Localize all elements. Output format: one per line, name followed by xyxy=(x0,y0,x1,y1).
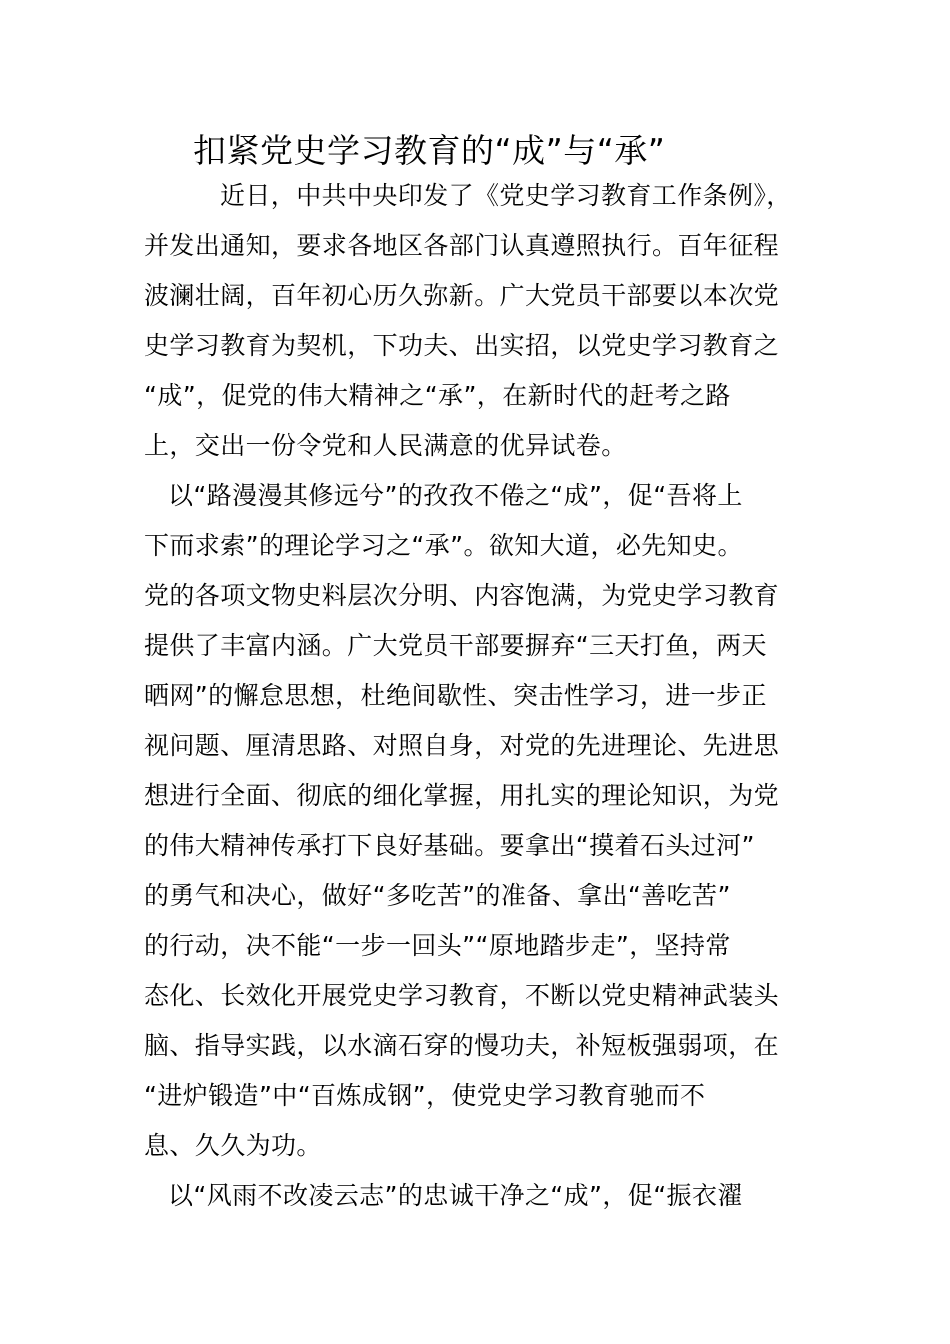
paragraph-line: “进炉锻造”中“百炼成钢”，使党史学习教育驰而不 xyxy=(144,1081,706,1110)
paragraph-line: 视问题、厘清思路、对照自身，对党的先进理论、先进思 xyxy=(144,731,780,760)
paragraph-line: 的行动，决不能“一步一回头”“原地踏步走”，坚持常 xyxy=(144,931,731,960)
paragraph-line: 想进行全面、彻底的细化掌握，用扎实的理论知识，为党 xyxy=(144,781,780,810)
paragraph-line: 态化、长效化开展党史学习教育，不断以党史精神武装头 xyxy=(144,981,780,1010)
paragraph-line: 上，交出一份令党和人民满意的优异试卷。 xyxy=(144,431,627,460)
document-title: 扣紧党史学习教育的“成”与“承” xyxy=(193,131,666,170)
paragraph-line: 息、久久为功。 xyxy=(144,1131,322,1160)
paragraph-line: 提供了丰富内涵。广大党员干部要摒弃“三天打鱼，两天 xyxy=(144,631,767,660)
paragraph-line: 的伟大精神传承打下良好基础。要拿出“摸着石头过河” xyxy=(144,831,755,860)
paragraph-line: “成”，促党的伟大精神之“承”，在新时代的赶考之路 xyxy=(144,381,731,410)
paragraph-line: 近日，中共中央印发了《党史学习教育工作条例》， xyxy=(220,181,792,210)
paragraph-line: 以“路漫漫其修远兮”的孜孜不倦之“成”，促“吾将上 xyxy=(168,481,743,510)
paragraph-line: 晒网”的懈怠思想，杜绝间歇性、突击性学习，进一步正 xyxy=(144,681,767,710)
paragraph-line: 下而求索”的理论学习之“承”。欲知大道，必先知史。 xyxy=(144,531,743,560)
paragraph-line: 党的各项文物史料层次分明、内容饱满，为党史学习教育 xyxy=(144,581,780,610)
paragraph-line: 脑、指导实践，以水滴石穿的慢功夫，补短板强弱项，在 xyxy=(144,1031,780,1060)
paragraph-line: 以“风雨不改凌云志”的忠诚干净之“成”，促“振衣濯 xyxy=(168,1181,743,1210)
paragraph-line: 的勇气和决心，做好“多吃苦”的准备、拿出“善吃苦” xyxy=(144,881,731,910)
paragraph-line: 波澜壮阔，百年初心历久弥新。广大党员干部要以本次党 xyxy=(144,281,780,310)
paragraph-line: 并发出通知，要求各地区各部门认真遵照执行。百年征程 xyxy=(144,231,780,260)
paragraph-line: 史学习教育为契机，下功夫、出实招，以党史学习教育之 xyxy=(144,331,780,360)
